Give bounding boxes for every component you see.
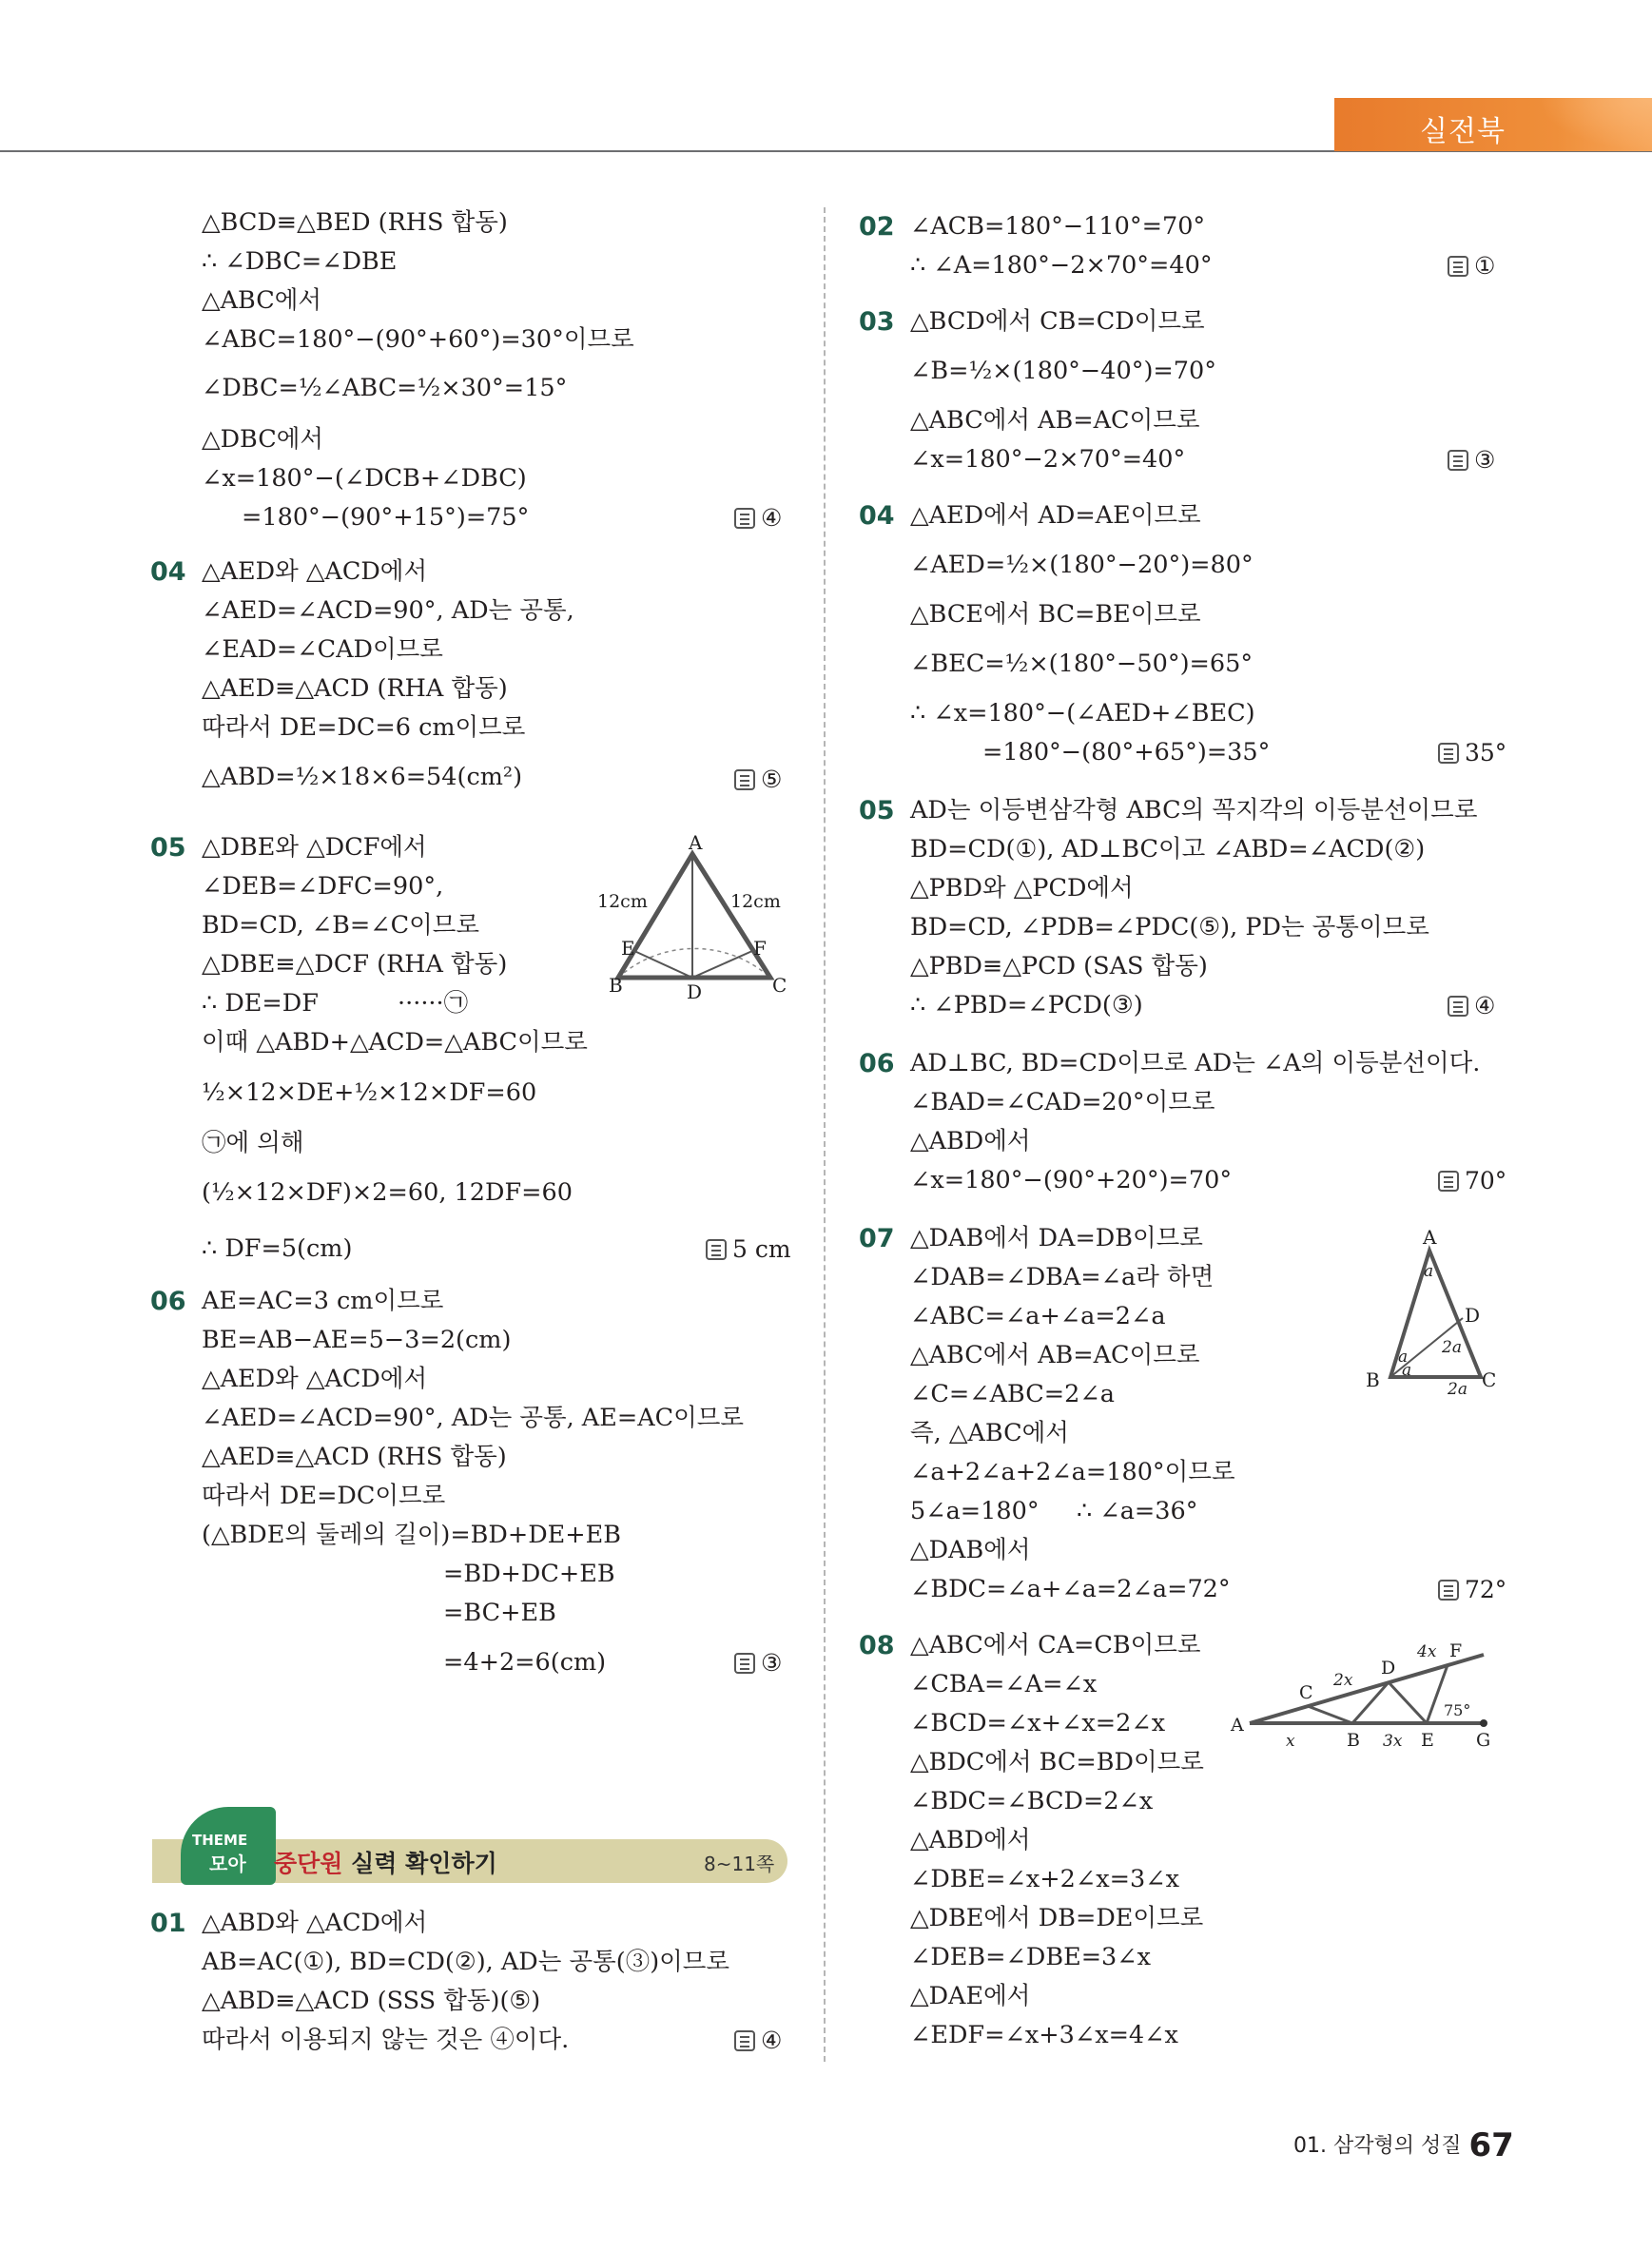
problem-number: 08 bbox=[859, 1631, 895, 1660]
solution-line: ∠AED=∠ACD=90°, AD는 공통, AE=AC이므로 bbox=[202, 1404, 745, 1432]
solution-line: △DBC에서 bbox=[202, 425, 324, 454]
answer-badge: ④ bbox=[734, 2027, 782, 2054]
answer-badge: 35° bbox=[1438, 739, 1506, 767]
answer-icon bbox=[1438, 743, 1459, 764]
solution-line: ∠DAB=∠DBA=∠a라 하면 bbox=[910, 1263, 1215, 1291]
label-c: C bbox=[1482, 1368, 1497, 1391]
solution-line: ∠x=180°−2×70°=40° bbox=[910, 445, 1186, 474]
solution-line: △ABC에서 AB=AC이므로 bbox=[910, 406, 1200, 435]
section-tab-label: 실전북 bbox=[1420, 115, 1506, 148]
answer-icon bbox=[1448, 996, 1468, 1017]
solution-line: ∴ ∠PBD=∠PCD(③) bbox=[910, 991, 1143, 1019]
solution-line: AD⊥BC, BD=CD이므로 AD는 ∠A의 이등분선이다. bbox=[910, 1049, 1481, 1077]
solution-line: (½×12×DF)×2=60, 12DF=60 bbox=[202, 1178, 573, 1207]
problem-number: 06 bbox=[150, 1287, 186, 1316]
label-a: A bbox=[1231, 1715, 1244, 1736]
solution-line: △ABC에서 AB=AC이므로 bbox=[910, 1341, 1200, 1369]
page-footer bbox=[1293, 2126, 1514, 2164]
solution-line: 즉, △ABC에서 bbox=[910, 1419, 1069, 1447]
solution-line: △AED≡△ACD (RHA 합동) bbox=[202, 674, 508, 703]
problem-number: 06 bbox=[859, 1049, 895, 1078]
label-f: F bbox=[1449, 1640, 1463, 1661]
answer-icon bbox=[734, 2030, 755, 2051]
solution-line: △DAE에서 bbox=[910, 1982, 1031, 2010]
label-f: F bbox=[753, 937, 767, 960]
label-angle-a-bottom: a bbox=[1402, 1361, 1412, 1380]
solution-line: ∴ ∠a=36° bbox=[1077, 1497, 1198, 1525]
problem-number: 04 bbox=[150, 557, 186, 587]
solution-line: 따라서 DE=DC이므로 bbox=[202, 1482, 446, 1510]
label-angle-2a-d: 2a bbox=[1442, 1338, 1462, 1357]
label-a: A bbox=[1423, 1226, 1437, 1249]
label-angle-a-left: a bbox=[1398, 1348, 1409, 1367]
theme-title: 중단원 실력 확인하기 bbox=[274, 1850, 497, 1877]
answer-icon bbox=[1448, 256, 1468, 277]
solution-line: ∴ ∠DBC=∠DBE bbox=[202, 247, 398, 276]
answer-badge: 72° bbox=[1438, 1576, 1506, 1603]
label-b: B bbox=[1347, 1730, 1360, 1751]
segment-cb bbox=[1308, 1706, 1352, 1723]
label-e: E bbox=[1421, 1730, 1434, 1751]
solution-line: BD=CD, ∠B=∠C이므로 bbox=[202, 911, 480, 940]
label-75-degree: 75° bbox=[1444, 1701, 1471, 1719]
answer-badge: ④ bbox=[734, 504, 782, 532]
section-tab-decoration bbox=[1538, 98, 1652, 151]
solution-line: AE=AC=3 cm이므로 bbox=[202, 1287, 444, 1315]
solution-line: ∠EAD=∠CAD이므로 bbox=[202, 635, 443, 664]
solution-line: =180°−(90°+15°)=75° bbox=[242, 503, 530, 532]
label-angle-2a-c: 2a bbox=[1448, 1380, 1467, 1399]
answer-icon bbox=[734, 508, 755, 529]
solution-line: =180°−(80°+65°)=35° bbox=[982, 738, 1271, 767]
problem-number: 03 bbox=[859, 307, 895, 337]
segment-de bbox=[634, 951, 692, 978]
answer-badge: ⑤ bbox=[734, 766, 782, 793]
solution-line: ∠CBA=∠A=∠x bbox=[910, 1670, 1098, 1698]
answer-icon bbox=[1438, 1580, 1459, 1601]
theme-badge-top: THEME bbox=[192, 1832, 248, 1849]
solution-line: △DBE에서 DB=DE이므로 bbox=[910, 1904, 1204, 1932]
label-c: C bbox=[772, 974, 787, 997]
theme-badge-bottom: 모아 bbox=[209, 1853, 246, 1875]
solution-line: △DAB에서 DA=DB이므로 bbox=[910, 1224, 1203, 1252]
solution-line: △AED에서 AD=AE이므로 bbox=[910, 501, 1201, 530]
solution-line: △ABC에서 CA=CB이므로 bbox=[910, 1631, 1201, 1659]
label-g: G bbox=[1476, 1730, 1491, 1751]
solution-line: △DBE와 △DCF에서 bbox=[202, 833, 427, 862]
solution-line: 이때 △ABD+△ACD=△ABC이므로 bbox=[202, 1028, 588, 1057]
problem-number: 07 bbox=[859, 1224, 895, 1253]
chapter-title: 01. 삼각형의 성질 bbox=[1293, 2134, 1462, 2158]
solution-line: ∠EDF=∠x+3∠x=4∠x bbox=[910, 2021, 1178, 2049]
page-number: 67 bbox=[1468, 2126, 1514, 2164]
answer-icon bbox=[1448, 450, 1468, 471]
answer-badge: 5 cm bbox=[706, 1235, 791, 1263]
solution-line: ∠AED=½×(180°−20°)=80° bbox=[910, 551, 1254, 579]
triangle-abc bbox=[618, 854, 770, 978]
solution-line: ······㉠ bbox=[398, 989, 469, 1018]
solution-line: ∴ ∠A=180°−2×70°=40° bbox=[910, 251, 1213, 280]
solution-line: △DAB에서 bbox=[910, 1536, 1031, 1564]
solution-line: ∠ABC=180°−(90°+60°)=30°이므로 bbox=[202, 325, 634, 354]
solution-line: △ABD=½×18×6=54(cm²) bbox=[202, 763, 523, 791]
solution-line: △DBE≡△DCF (RHA 합동) bbox=[202, 950, 508, 979]
zigzag-figure bbox=[1227, 1636, 1503, 1759]
solution-line: ∠ABC=∠a+∠a=2∠a bbox=[910, 1302, 1166, 1330]
solution-line: ∠DEB=∠DFC=90°, bbox=[202, 872, 444, 901]
solution-line: ∠ACB=180°−110°=70° bbox=[910, 212, 1206, 241]
solution-line: BD=CD(①), AD⊥BC이고 ∠ABD=∠ACD(②) bbox=[910, 835, 1426, 864]
solution-line: AD는 이등변삼각형 ABC의 꼭지각의 이등분선이므로 bbox=[910, 796, 1478, 825]
solution-line: △AED와 △ACD에서 bbox=[202, 1365, 428, 1393]
solution-line: △BCE에서 BC=BE이므로 bbox=[910, 600, 1201, 629]
solution-line: △ABC에서 bbox=[202, 286, 322, 315]
solution-line: ∠DBC=½∠ABC=½×30°=15° bbox=[202, 374, 568, 402]
solution-line: ½×12×DE+½×12×DF=60 bbox=[202, 1078, 537, 1107]
solution-line: ∴ DF=5(cm) bbox=[202, 1234, 353, 1263]
solution-line: BD=CD, ∠PDB=∠PDC(⑤), PD는 공통이므로 bbox=[910, 913, 1429, 941]
problem-number: 04 bbox=[859, 501, 895, 531]
problem-number: 05 bbox=[859, 796, 895, 825]
answer-icon bbox=[734, 769, 755, 790]
answer-icon bbox=[706, 1239, 727, 1260]
label-c: C bbox=[1299, 1682, 1313, 1703]
label-d: D bbox=[687, 980, 703, 1003]
label-b: B bbox=[1366, 1368, 1380, 1391]
solution-line: ∠BDC=∠a+∠a=2∠a=72° bbox=[910, 1575, 1231, 1603]
solution-line: △ABD≡△ACD (SSS 합동)(⑤) bbox=[202, 1987, 541, 2015]
label-left-side: 12cm bbox=[597, 891, 648, 912]
solution-line: ∠AED=∠ACD=90°, AD는 공통, bbox=[202, 596, 574, 625]
solution-line: BE=AB−AE=5−3=2(cm) bbox=[202, 1326, 512, 1354]
label-3x: 3x bbox=[1383, 1732, 1403, 1751]
solution-line: AB=AC(①), BD=CD(②), AD는 공통(③)이므로 bbox=[202, 1948, 730, 1976]
triangle-abc-figure bbox=[1360, 1227, 1503, 1407]
solution-line: △ABD에서 bbox=[910, 1127, 1031, 1155]
solution-line: ∠BCD=∠x+∠x=2∠x bbox=[910, 1709, 1166, 1737]
solution-line: △BDC에서 BC=BD이므로 bbox=[910, 1748, 1204, 1776]
answer-badge: ③ bbox=[734, 1649, 782, 1677]
label-angle-a-top: a bbox=[1424, 1262, 1434, 1281]
solution-line: △AED≡△ACD (RHS 합동) bbox=[202, 1443, 507, 1471]
isosceles-triangle-figure bbox=[590, 831, 799, 1006]
label-a: A bbox=[689, 831, 703, 854]
solution-line: ∠BAD=∠CAD=20°이므로 bbox=[910, 1088, 1215, 1116]
solution-line: 따라서 DE=DC=6 cm이므로 bbox=[202, 713, 526, 742]
answer-badge: ① bbox=[1448, 252, 1495, 280]
solution-line: ∠DBE=∠x+2∠x=3∠x bbox=[910, 1865, 1179, 1893]
theme-badge bbox=[181, 1807, 276, 1885]
solution-line: △ABD에서 bbox=[910, 1826, 1031, 1854]
problem-number: 02 bbox=[859, 212, 895, 242]
label-d: D bbox=[1381, 1658, 1396, 1679]
solution-line: ∠DEB=∠DBE=3∠x bbox=[910, 1943, 1152, 1971]
segment-df bbox=[692, 951, 752, 978]
label-2x: 2x bbox=[1333, 1671, 1353, 1690]
solution-line: (△BDE의 둘레의 길이)=BD+DE+EB bbox=[202, 1521, 622, 1549]
solution-line: △PBD≡△PCD (SAS 합동) bbox=[910, 952, 1208, 980]
column-divider bbox=[824, 207, 826, 2062]
solution-line: ∠a+2∠a+2∠a=180°이므로 bbox=[910, 1458, 1235, 1486]
section-tab bbox=[1334, 98, 1652, 151]
solution-line: △BCD에서 CB=CD이므로 bbox=[910, 307, 1205, 336]
label-e: E bbox=[621, 937, 635, 960]
solution-line: ∠x=180°−(∠DCB+∠DBC) bbox=[202, 464, 527, 493]
answer-badge: ④ bbox=[1448, 992, 1495, 1019]
solution-line: ∠x=180°−(90°+20°)=70° bbox=[910, 1166, 1233, 1194]
solution-line: =4+2=6(cm) bbox=[443, 1648, 607, 1677]
label-4x: 4x bbox=[1417, 1642, 1437, 1661]
label-right-side: 12cm bbox=[730, 891, 781, 912]
solution-line: △ABD와 △ACD에서 bbox=[202, 1909, 428, 1937]
solution-line: △BCD≡△BED (RHS 합동) bbox=[202, 208, 508, 237]
solution-line: △AED와 △ACD에서 bbox=[202, 557, 428, 586]
problem-number: 01 bbox=[150, 1909, 186, 1938]
label-x: x bbox=[1286, 1732, 1295, 1751]
solution-line: ∴ ∠x=180°−(∠AED+∠BEC) bbox=[910, 699, 1255, 728]
solution-line: △PBD와 △PCD에서 bbox=[910, 874, 1134, 902]
solution-line: ∠C=∠ABC=2∠a bbox=[910, 1380, 1115, 1408]
answer-icon bbox=[1438, 1171, 1459, 1192]
answer-icon bbox=[734, 1653, 755, 1674]
solution-line: ∠B=½×(180°−40°)=70° bbox=[910, 357, 1216, 385]
answer-badge: 70° bbox=[1438, 1167, 1506, 1194]
solution-line: =BC+EB bbox=[443, 1599, 556, 1627]
segment-de bbox=[1389, 1682, 1427, 1723]
solution-line: 따라서 이용되지 않는 것은 ④이다. bbox=[202, 2026, 570, 2054]
solution-line: ∠BEC=½×(180°−50°)=65° bbox=[910, 650, 1254, 678]
problem-number: 05 bbox=[150, 833, 186, 863]
answer-badge: ③ bbox=[1448, 446, 1495, 474]
solution-line: =BD+DC+EB bbox=[443, 1560, 615, 1588]
solution-line: 5∠a=180° bbox=[910, 1497, 1040, 1525]
label-b: B bbox=[609, 974, 623, 997]
solution-line: ㉠에 의해 bbox=[202, 1129, 304, 1157]
solution-line: ∴ DE=DF bbox=[202, 989, 319, 1018]
solution-line: ∠BDC=∠BCD=2∠x bbox=[910, 1787, 1154, 1815]
theme-pages: 8~11쪽 bbox=[704, 1853, 775, 1875]
point-g bbox=[1480, 1719, 1487, 1727]
label-d: D bbox=[1465, 1304, 1481, 1327]
